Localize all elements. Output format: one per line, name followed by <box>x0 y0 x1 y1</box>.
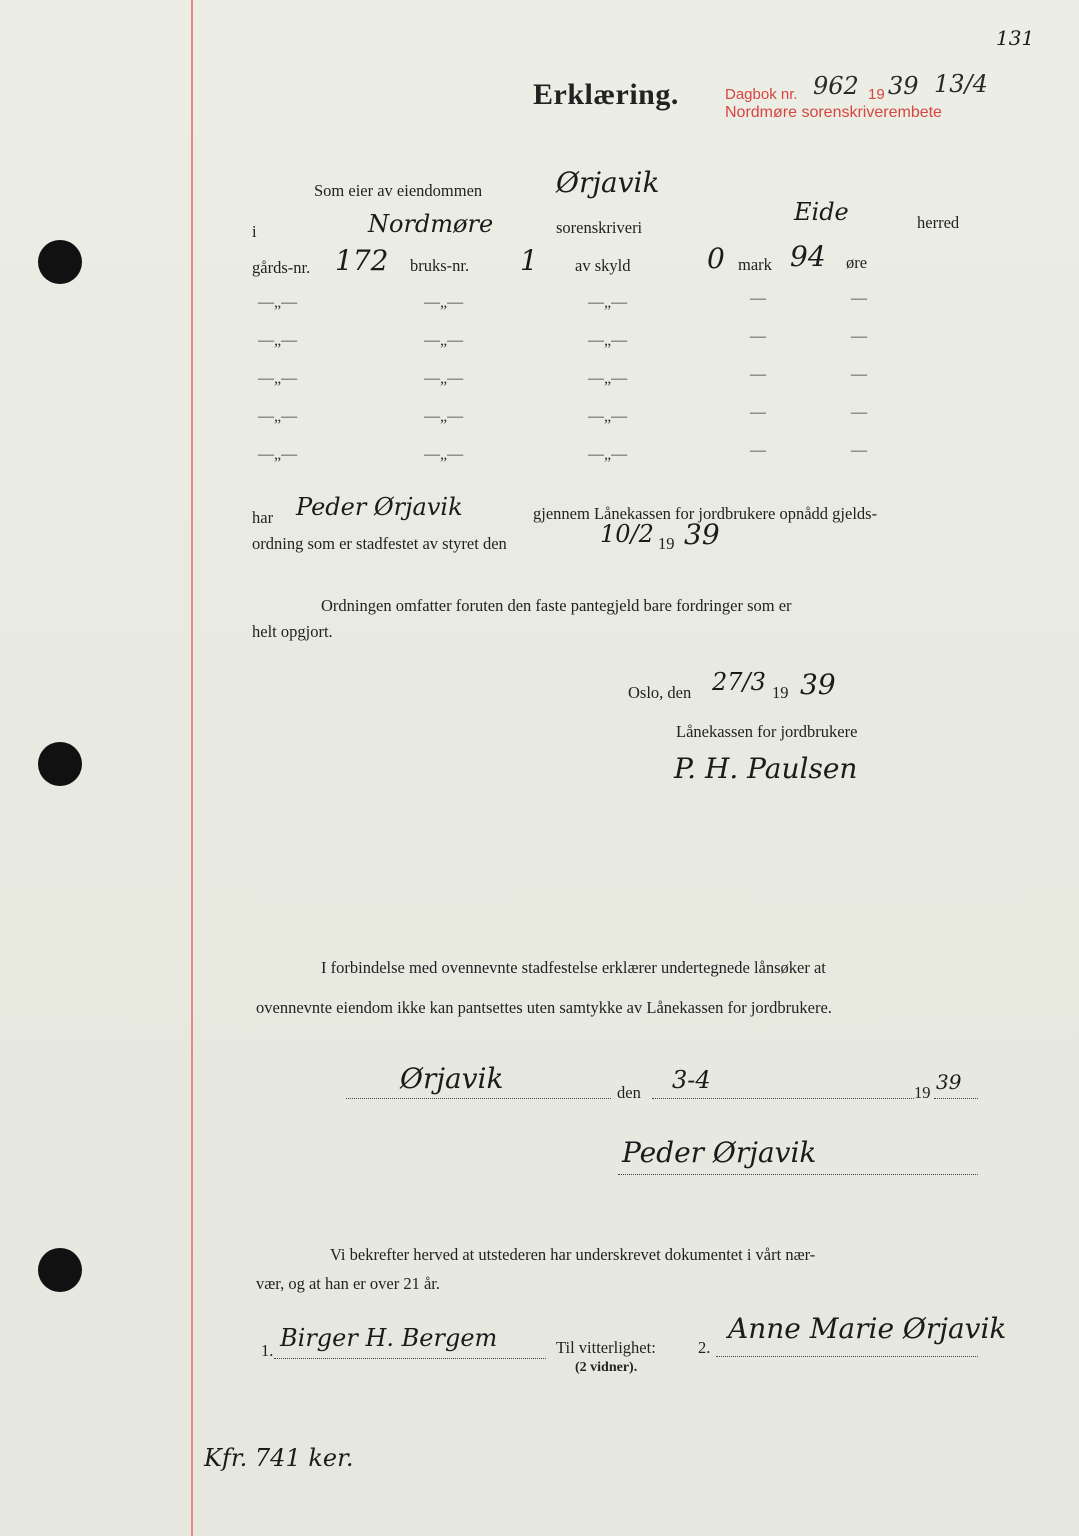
declaration-text-2: ordning som er stadfestet av styret den <box>252 534 507 553</box>
place-underline <box>346 1098 611 1099</box>
dash-r3-c4: — <box>750 366 766 383</box>
stamp-office: Nordmøre sorenskriverembete <box>725 104 942 121</box>
bruks-label: bruks-nr. <box>410 256 470 275</box>
mark-label: mark <box>738 255 772 274</box>
dash-r4-c5: — <box>851 404 867 421</box>
punch-hole-top <box>38 240 82 284</box>
stamp-dagbok-number: 962 <box>813 72 859 100</box>
property-name: Ørjavik <box>556 166 660 199</box>
ditto-r3-c1: —„— <box>258 370 298 387</box>
dash-r4-c4: — <box>750 404 766 421</box>
issuer-place: Oslo, den <box>628 683 692 702</box>
signature-underline <box>618 1174 978 1175</box>
mark-value: 0 <box>707 242 725 275</box>
punch-hole-bottom <box>38 1248 82 1292</box>
dash-r2-c5: — <box>851 328 867 345</box>
ditto-r3-c3: —„— <box>588 370 628 387</box>
ditto-r1-c2: —„— <box>424 294 464 311</box>
applicant-place: Ørjavik <box>400 1062 504 1095</box>
dash-r1-c4: — <box>750 290 766 307</box>
witness-line-2: vær, og at han er over 21 år. <box>256 1274 440 1293</box>
har-label: har <box>252 508 274 527</box>
witness-num-2: 2. <box>698 1338 711 1357</box>
ordning-line-1: Ordningen omfatter foruten den faste pantegjeld bare fordringer som er <box>321 596 792 615</box>
sorenskriveri-label: sorenskriveri <box>556 218 643 237</box>
dash-r5-c5: — <box>851 442 867 459</box>
ditto-r1-c3: —„— <box>588 294 628 311</box>
applicant-signature: Peder Ørjavik <box>622 1136 817 1169</box>
ditto-r5-c3: —„— <box>588 446 628 463</box>
herred-label: herred <box>917 213 960 232</box>
applicant-line-2: ovennevnte eiendom ikke kan pantsettes uten samtykke av Lånekassen for jordbrukere. <box>256 998 832 1017</box>
witness-2-signature: Anne Marie Ørjavik <box>728 1312 1007 1345</box>
herred-name: Eide <box>794 198 849 226</box>
witness-label: Til vitterlighet: <box>556 1338 656 1357</box>
gards-label: gårds-nr. <box>252 258 311 277</box>
witness-num-1: 1. <box>261 1341 274 1360</box>
stadfestet-date: 10/2 <box>600 520 654 548</box>
prefix-i: i <box>252 222 257 241</box>
ore-value: 94 <box>790 240 826 273</box>
district-name: Nordmøre <box>368 210 494 238</box>
declaration-text-1: gjennem Lånekassen for jordbrukere opnådd gjelds- <box>533 504 878 523</box>
ditto-r2-c2: —„— <box>424 332 464 349</box>
witness-1-signature: Birger H. Bergem <box>280 1324 498 1352</box>
red-margin-line <box>191 0 193 1536</box>
property-intro: Som eier av eiendommen <box>314 181 483 200</box>
skyld-label: av skyld <box>575 256 631 275</box>
dash-r5-c4: — <box>750 442 766 459</box>
owner-name: Peder Ørjavik <box>296 493 463 521</box>
date-underline <box>652 1098 914 1099</box>
ditto-r3-c2: —„— <box>424 370 464 387</box>
ditto-r4-c3: —„— <box>588 408 628 425</box>
applicant-line-1: I forbindelse med ovennevnte stadfestelse erklærer undertegnede lånsøker at <box>321 958 826 977</box>
ditto-r5-c1: —„— <box>258 446 298 463</box>
footer-note: Kfr. 741 ker. <box>204 1444 354 1472</box>
bruks-number: 1 <box>520 244 538 277</box>
applicant-year-prefix: 19 <box>914 1083 931 1102</box>
ditto-r4-c2: —„— <box>424 408 464 425</box>
issuer-date: 27/3 <box>712 668 766 696</box>
stadfestet-year-prefix: 19 <box>658 534 675 553</box>
applicant-den: den <box>617 1083 641 1102</box>
page-number: 131 <box>996 26 1035 50</box>
ditto-r1-c1: —„— <box>258 294 298 311</box>
issuer-institution: Lånekassen for jordbrukere <box>676 722 858 741</box>
applicant-date: 3-4 <box>672 1066 711 1094</box>
ordning-line-2: helt opgjort. <box>252 622 333 641</box>
dash-r2-c4: — <box>750 328 766 345</box>
stamp-dagbok-label: Dagbok nr. <box>725 86 798 103</box>
witness-1-underline <box>274 1358 546 1359</box>
issuer-year: 39 <box>800 668 836 701</box>
gards-number: 172 <box>335 244 389 277</box>
year-underline <box>934 1098 978 1099</box>
issuer-year-prefix: 19 <box>772 683 789 702</box>
stamp-date: 13/4 <box>934 70 988 98</box>
stadfestet-year: 39 <box>684 518 720 551</box>
ditto-r5-c2: —„— <box>424 446 464 463</box>
ditto-r2-c1: —„— <box>258 332 298 349</box>
ditto-r2-c3: —„— <box>588 332 628 349</box>
dash-r1-c5: — <box>851 290 867 307</box>
dash-r3-c5: — <box>851 366 867 383</box>
issuer-signature: P. H. Paulsen <box>674 752 858 785</box>
applicant-year: 39 <box>936 1070 962 1094</box>
document-title: Erklæring. <box>533 78 679 111</box>
stamp-year-prefix: 19 <box>868 86 885 103</box>
witness-2-underline <box>716 1356 978 1357</box>
witness-count: (2 vidner). <box>575 1360 638 1375</box>
punch-hole-middle <box>38 742 82 786</box>
stamp-year: 39 <box>888 72 919 100</box>
ditto-r4-c1: —„— <box>258 408 298 425</box>
ore-label: øre <box>846 253 868 272</box>
witness-line-1: Vi bekrefter herved at utstederen har underskrevet dokumentet i vårt nær- <box>330 1245 816 1264</box>
